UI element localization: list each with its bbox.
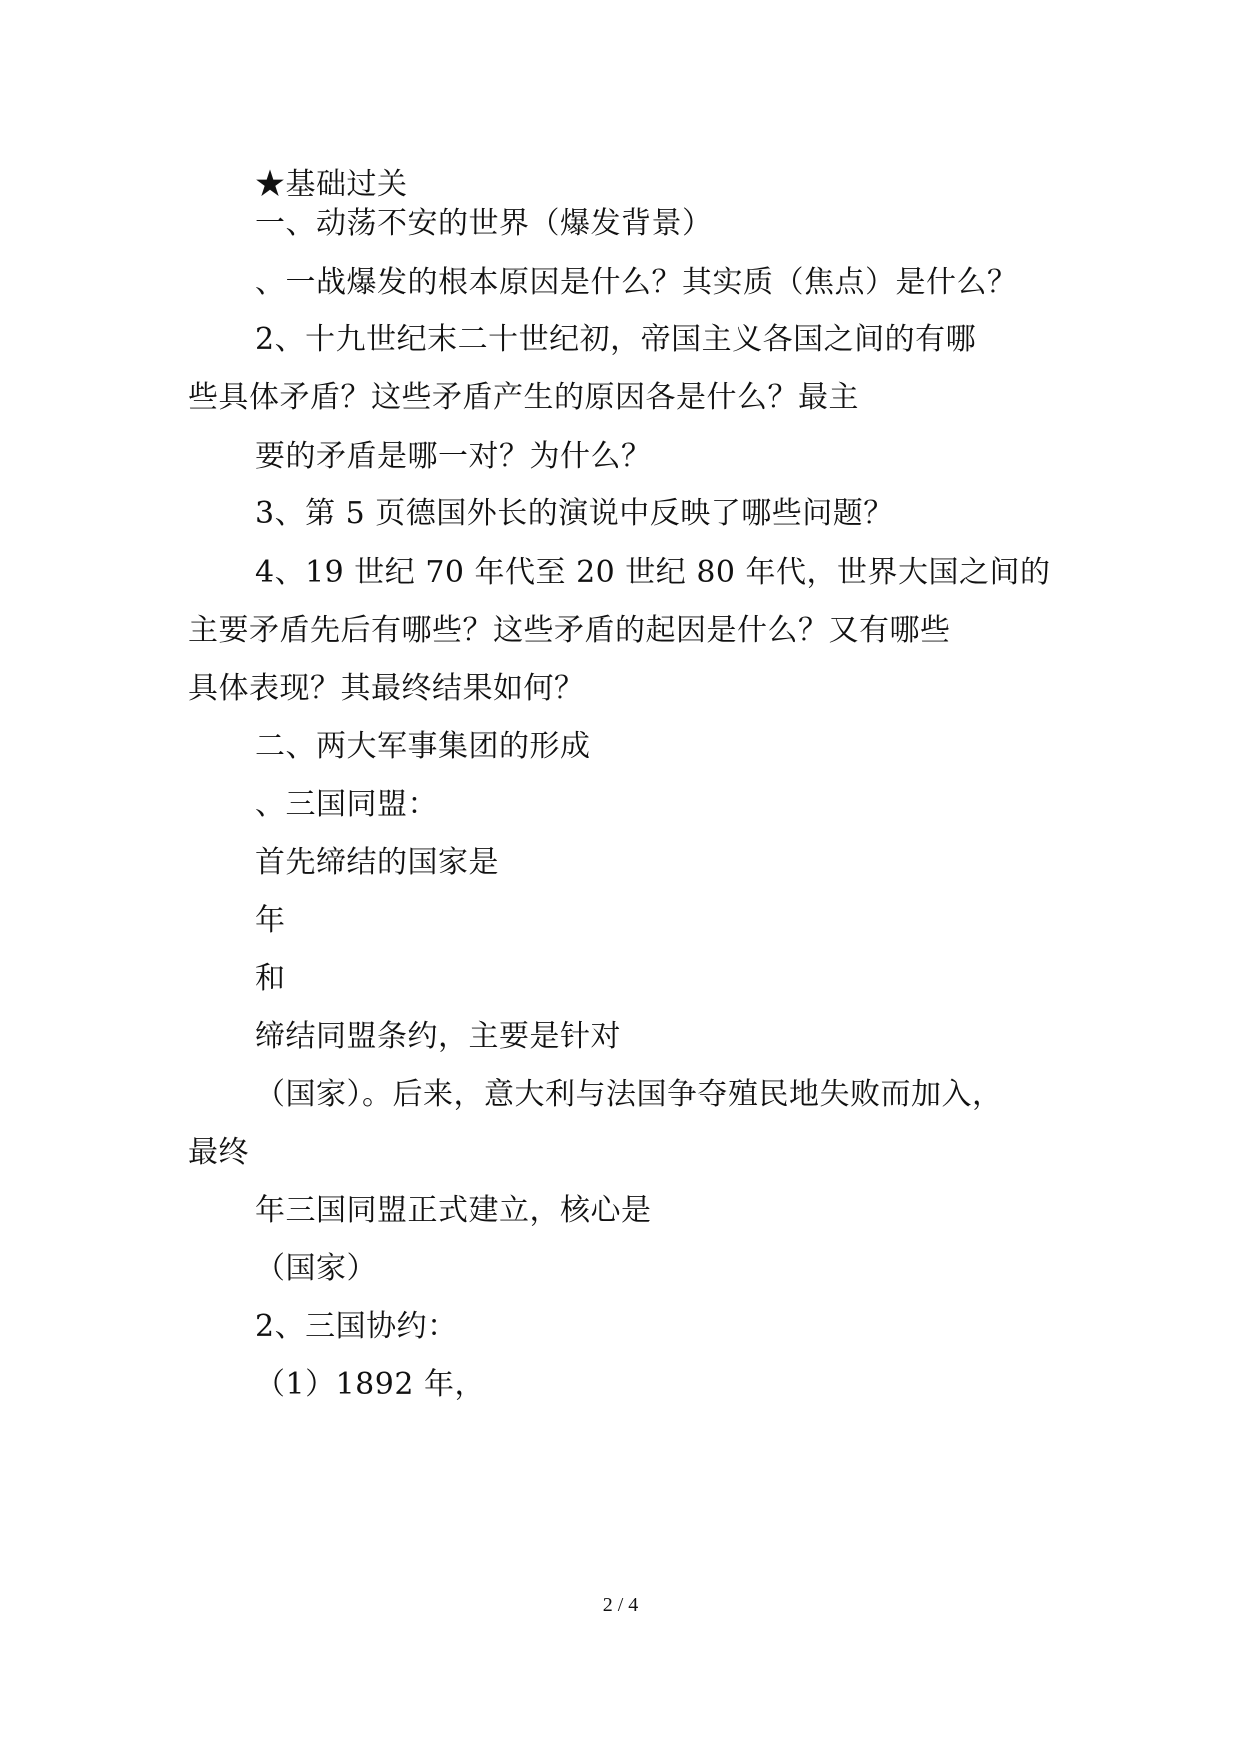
section-heading-basics: ★基础过关 <box>255 167 408 202</box>
question-2-line-3: 要的矛盾是哪一对？为什么？ <box>255 439 652 474</box>
fill-blank-line: （国家）。后来，意大利与法国争夺殖民地失败而加入， <box>255 1077 1003 1112</box>
fill-blank-line: （国家） <box>255 1251 377 1286</box>
fill-blank-line: 最终 <box>188 1135 249 1170</box>
triple-entente-heading: 2、三国协约： <box>255 1309 458 1344</box>
triple-alliance-heading: 、三国同盟： <box>255 787 438 822</box>
question-4-line-2: 主要矛盾先后有哪些？这些矛盾的起因是什么？又有哪些 <box>188 613 951 648</box>
fill-blank-line: 年三国同盟正式建立，核心是 <box>255 1193 652 1228</box>
fill-blank-line: 缔结同盟条约，主要是针对 <box>255 1019 621 1054</box>
fill-blank-line: 和 <box>255 961 286 996</box>
question-2-line-1: 2、十九世纪末二十世纪初，帝国主义各国之间的有哪 <box>255 322 977 357</box>
fill-blank-line: （1）1892 年， <box>255 1367 485 1402</box>
question-2-line-2: 些具体矛盾？这些矛盾产生的原因各是什么？最主 <box>188 380 859 415</box>
section-heading-one: 一、动荡不安的世界（爆发背景） <box>255 206 713 241</box>
section-heading-two: 二、两大军事集团的形成 <box>255 729 591 764</box>
fill-blank-line: 首先缔结的国家是 <box>255 845 499 880</box>
question-1: 、一战爆发的根本原因是什么？其实质（焦点）是什么？ <box>255 265 1018 300</box>
question-4-line-3: 具体表现？其最终结果如何？ <box>188 671 585 706</box>
fill-blank-line: 年 <box>255 903 286 938</box>
question-4-line-1: 4、19 世纪 70 年代至 20 世纪 80 年代，世界大国之间的 <box>255 555 1051 590</box>
page-number: 2 / 4 <box>602 1594 639 1616</box>
question-3: 3、第 5 页德国外长的演说中反映了哪些问题？ <box>255 496 894 531</box>
